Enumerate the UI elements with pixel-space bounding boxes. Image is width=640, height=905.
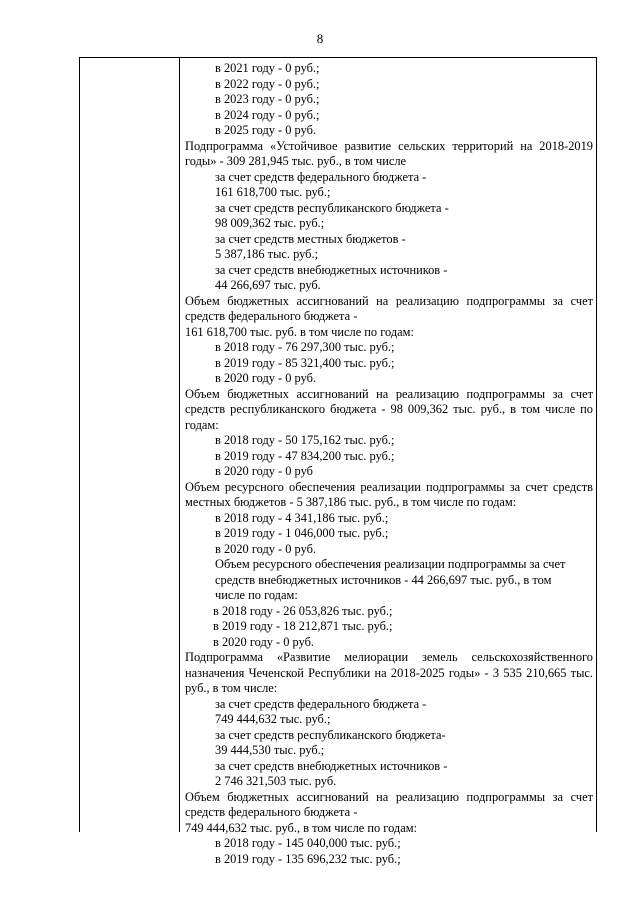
text-line: руб., в том числе:	[185, 681, 278, 695]
table-right-column	[185, 61, 593, 867]
text-line: за счет средств федерального бюджета -	[215, 696, 427, 711]
text-line: в 2023 году - 0 руб.;	[215, 92, 320, 106]
text-line: местных бюджетов - 5 387,186 тыс. руб., в том числе по годам:	[185, 495, 517, 509]
text-line: в 2020 году - 0 руб.	[215, 541, 317, 556]
text-line: в 2019 году - 85 321,400 тыс. руб.;	[215, 355, 395, 370]
text-line: средств республиканского бюджета - 98 009,362 тыс. руб., в том числе по	[185, 402, 593, 416]
text-line: средств федерального бюджета -	[185, 805, 358, 819]
text-line: в 2019 году - 135 696,232 тыс. руб.;	[215, 851, 401, 866]
text-line: в 2022 году - 0 руб.;	[215, 76, 320, 91]
text-line: в 2018 году - 76 297,300 тыс. руб.;	[215, 340, 395, 354]
text-line: 5 387,186 тыс. руб.;	[215, 247, 319, 261]
text-line: в 2020 году - 0 руб.	[215, 371, 317, 385]
text-line: в 2019 году - 1 046,000 тыс. руб.;	[215, 526, 389, 540]
text-line: 749 444,632 тыс. руб., в том числе по годам:	[185, 820, 418, 835]
text-line: Объем бюджетных ассигнований на реализацию подпрограммы за счет	[185, 293, 593, 308]
text-line: назначения Чеченской Республики на 2018-2025 годы» - 3 535 210,665 тыс.	[185, 665, 593, 680]
text-line: Объем ресурсного обеспечения реализации подпрограммы за счет средств	[185, 479, 593, 494]
text-line: 2 746 321,503 тыс. руб.	[215, 774, 337, 788]
text-line: за счет средств внебюджетных источников -	[215, 262, 448, 277]
text-line: Объем ресурсного обеспечения реализации подпрограммы за счет	[215, 557, 566, 571]
text-line: 44 266,697 тыс. руб.	[215, 278, 321, 292]
text-line: в 2020 году - 0 руб.	[213, 634, 315, 649]
text-line: годам:	[185, 417, 219, 432]
text-line: 39 444,530 тыс. руб.;	[215, 743, 325, 757]
text-line: Подпрограмма «Развитие мелиорации земель сельскохозяйственного	[185, 650, 593, 664]
text-line: за счет средств федерального бюджета -	[215, 169, 427, 184]
table-left-column	[80, 58, 179, 832]
page-number: 8	[316, 31, 324, 46]
text-line: 161 618,700 тыс. руб.;	[215, 185, 331, 199]
text-line: за счет средств внебюджетных источников -	[215, 758, 448, 773]
text-line: за счет средств республиканского бюджета-	[215, 727, 446, 742]
text-line: в 2018 году - 50 175,162 тыс. руб.;	[215, 433, 395, 447]
text-line: 161 618,700 тыс. руб. в том числе по годам:	[185, 324, 414, 339]
text-line: в 2018 году - 26 053,826 тыс. руб.;	[213, 603, 393, 618]
text-line: в 2025 году - 0 руб.	[215, 123, 317, 137]
text-line: Объем бюджетных ассигнований на реализацию подпрограммы за счет	[185, 386, 593, 401]
text-line: за счет средств местных бюджетов -	[215, 231, 406, 246]
text-line: Подпрограмма «Устойчивое развитие сельских территорий на 2018-2019	[185, 138, 593, 153]
text-line: в 2019 году - 47 834,200 тыс. руб.;	[215, 448, 395, 463]
text-line: в 2019 году - 18 212,871 тыс. руб.;	[213, 619, 393, 633]
text-line: в 2018 году - 4 341,186 тыс. руб.;	[215, 510, 389, 525]
text-line: в 2020 году - 0 руб	[215, 464, 313, 478]
text-line: числе по годам:	[215, 588, 298, 602]
text-line: 749 444,632 тыс. руб.;	[215, 712, 331, 726]
text-line: годы» - 309 281,945 тыс. руб., в том числе	[185, 154, 407, 168]
text-line: за счет средств республиканского бюджета -	[215, 200, 449, 215]
text-line: Объем бюджетных ассигнований на реализацию подпрограммы за счет	[185, 789, 593, 804]
document-table	[79, 57, 597, 866]
text-line: в 2018 году - 145 040,000 тыс. руб.;	[215, 836, 401, 850]
text-line: 98 009,362 тыс. руб.;	[215, 216, 325, 230]
text-line: средств федерального бюджета -	[185, 309, 358, 323]
column-divider	[179, 58, 180, 832]
text-line: в 2024 году - 0 руб.;	[215, 107, 320, 122]
text-line: в 2021 году - 0 руб.;	[215, 61, 320, 75]
text-line: средств внебюджетных источников - 44 266,697 тыс. руб., в том	[215, 572, 552, 587]
